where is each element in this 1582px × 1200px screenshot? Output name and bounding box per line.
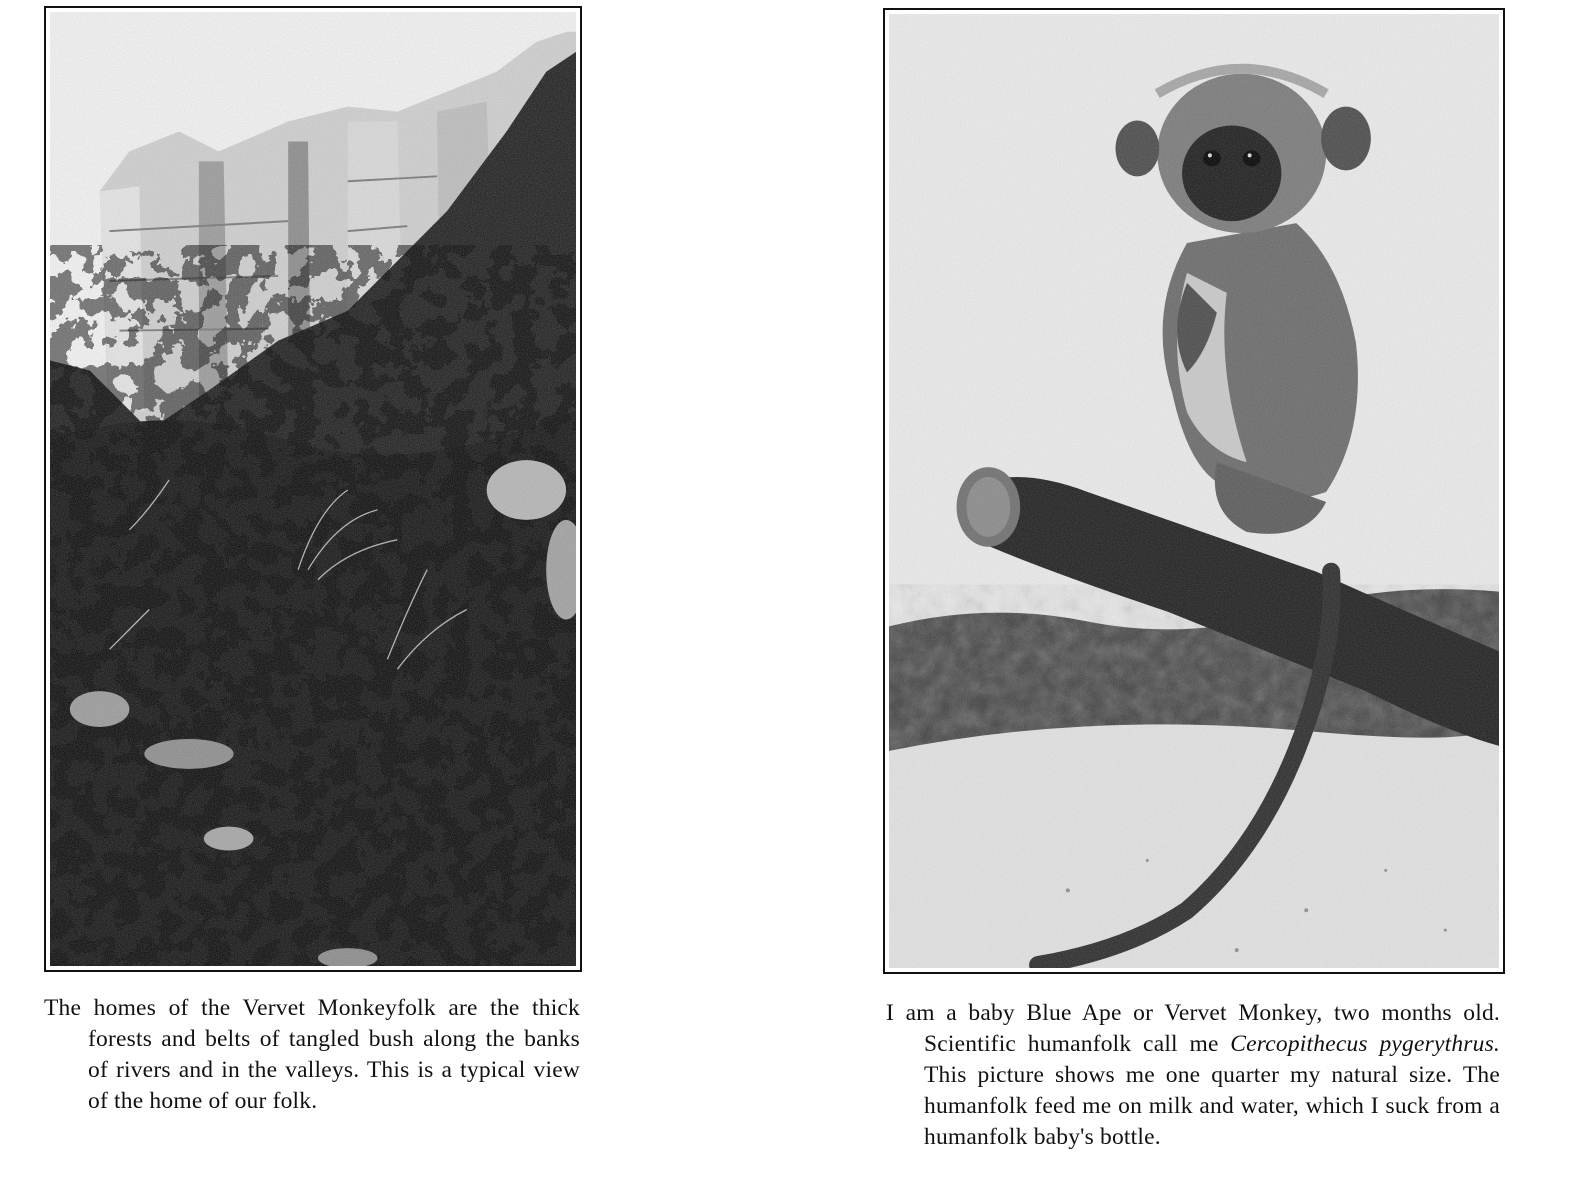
caption-right xyxy=(886,998,1500,1153)
caption-right-part2: This picture shows me one quarter my natural size. The humanfolk feed me on milk and water, which I suck from a humanfolk baby's bottle. xyxy=(924,1062,1500,1150)
caption-right-text xyxy=(886,998,1500,1153)
caption-left-text: The homes of the Vervet Monkeyfolk are the thick forests and belts of tangled bush along the banks of rivers and in the valleys. This is a typical view of the home of our folk. xyxy=(44,995,580,1114)
cliff-bush-image xyxy=(50,12,576,966)
caption-left xyxy=(44,993,580,1117)
photo-baby-monkey xyxy=(883,8,1505,974)
caption-right-scientific-name: Cercopithecus pygerythrus. xyxy=(1230,1031,1500,1057)
photo-cliff-bush xyxy=(44,6,582,972)
baby-monkey-image xyxy=(889,14,1499,968)
caption-right-part1: I am a baby Blue Ape or Vervet Monkey, two months old. Scientific humanfolk call me xyxy=(886,1000,1500,1057)
